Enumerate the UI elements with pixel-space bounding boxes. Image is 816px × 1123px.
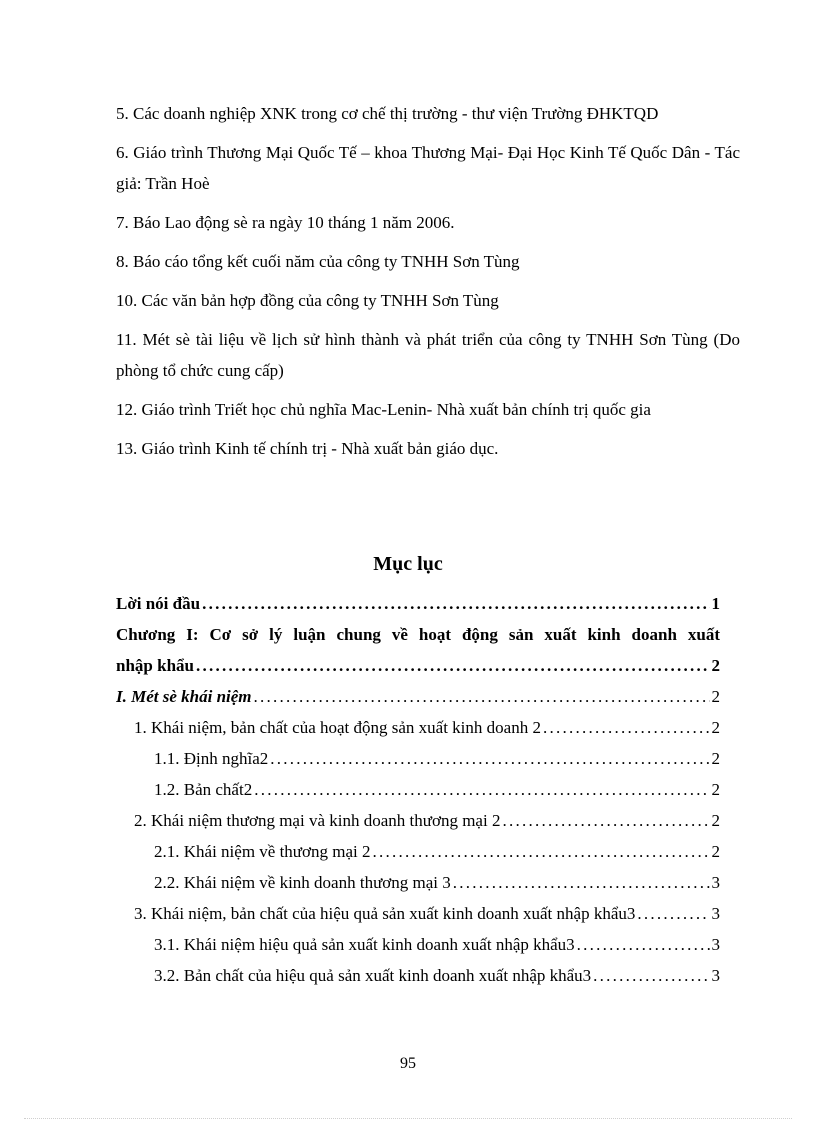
reference-item: 6. Giáo trình Thương Mại Quốc Tế – khoa Thương Mại- Đại Học Kinh Tế Quốc Dân - Tác giả: Trần Hoè — [116, 143, 740, 193]
reference-list — [116, 98, 740, 472]
reference-item: 5. Các doanh nghiệp XNK trong cơ chế thị trường - thư viện Trường ĐHKTQD — [116, 104, 659, 123]
toc-entry-text: Lời nói đầu — [116, 594, 201, 613]
toc-entry-page: 3 — [711, 904, 720, 923]
toc-entry-text: nhập khẩu — [116, 656, 194, 675]
toc-entry[interactable] — [116, 743, 720, 774]
toc-entry-page: 2 — [711, 687, 720, 706]
toc-entry[interactable] — [116, 588, 720, 619]
reference-item: 8. Báo cáo tổng kết cuối năm của công ty TNHH Sơn Tùng — [116, 252, 520, 271]
toc-entry[interactable] — [116, 774, 720, 805]
toc-entry-page: 3 — [711, 873, 720, 892]
toc-leader — [502, 805, 709, 836]
toc-leader — [196, 650, 710, 681]
toc-entry-page: 2 — [711, 842, 720, 861]
toc-leader — [254, 774, 709, 805]
toc-entry-page: 3 — [711, 966, 720, 985]
toc-entry-text: 1. Khái niệm, bản chất của hoạt động sản xuất kinh doanh 2 — [134, 718, 541, 737]
toc-leader — [270, 743, 709, 774]
reference-item: 7. Báo Lao động sè ra ngày 10 tháng 1 năm 2006. — [116, 213, 455, 232]
toc-entry[interactable] — [116, 960, 720, 991]
toc-entry-page: 2 — [711, 718, 720, 737]
toc-entry[interactable] — [116, 681, 720, 712]
toc-leader — [373, 836, 710, 867]
toc-entry[interactable] — [116, 929, 720, 960]
toc-entry-text: 2.1. Khái niệm về thương mại 2 — [154, 842, 371, 861]
toc-entry[interactable] — [116, 867, 720, 898]
toc-entry-page: 2 — [711, 749, 720, 768]
toc-entry-text: 2. Khái niệm thương mại và kinh doanh thương mại 2 — [134, 811, 501, 830]
toc-entry-page: 3 — [711, 935, 720, 954]
toc-leader — [254, 681, 710, 712]
page-number: 95 — [400, 1055, 416, 1072]
toc-entry-page: 2 — [711, 656, 720, 675]
toc-entry-text: 3. Khái niệm, bản chất của hiệu quả sản xuất kinh doanh xuất nhập khẩu3 — [134, 904, 636, 923]
toc-leader — [593, 960, 709, 991]
toc-leader — [202, 588, 709, 619]
table-of-contents — [116, 588, 720, 991]
reference-item: 12. Giáo trình Triết học chủ nghĩa Mac-Lenin- Nhà xuất bản chính trị quốc gia — [116, 400, 651, 419]
toc-entry-text: 2.2. Khái niệm về kinh doanh thương mại 3 — [154, 873, 451, 892]
toc-leader — [453, 867, 710, 898]
page-border-divider — [24, 1118, 792, 1119]
toc-entry-line[interactable]: Chương I: Cơ sở lý luận chung về hoạt động sản xuất kinh doanh xuất — [116, 625, 720, 644]
toc-leader — [577, 929, 710, 960]
reference-item: 13. Giáo trình Kinh tế chính trị - Nhà xuất bản giáo dục. — [116, 439, 499, 458]
toc-entry[interactable] — [116, 836, 720, 867]
toc-entry-text: 3.1. Khái niệm hiệu quả sản xuất kinh doanh xuất nhập khẩu3 — [154, 935, 575, 954]
toc-entry[interactable] — [116, 712, 720, 743]
toc-entry-page: 2 — [711, 811, 720, 830]
toc-entry-page: 2 — [711, 780, 720, 799]
toc-entry-text: I. Mét sè khái niệm — [116, 687, 252, 706]
toc-entry[interactable] — [116, 650, 720, 681]
toc-leader — [637, 898, 709, 929]
toc-entry-text: 1.1. Định nghĩa2 — [154, 749, 269, 768]
toc-entry-page: 1 — [711, 594, 720, 613]
reference-item: 10. Các văn bản hợp đồng của công ty TNHH Sơn Tùng — [116, 291, 499, 310]
reference-item: 11. Mét sè tài liệu về lịch sử hình thành và phát triển của công ty TNHH Sơn Tùng (Do phòng tổ chức cung cấp) — [116, 330, 740, 380]
toc-entry[interactable] — [116, 898, 720, 929]
toc-entry-text: 1.2. Bản chất2 — [154, 780, 253, 799]
toc-leader — [543, 712, 710, 743]
toc-entry[interactable] — [116, 805, 720, 836]
toc-title: Mục lục — [373, 553, 443, 575]
toc-entry-text: 3.2. Bản chất của hiệu quả sản xuất kinh doanh xuất nhập khẩu3 — [154, 966, 592, 985]
